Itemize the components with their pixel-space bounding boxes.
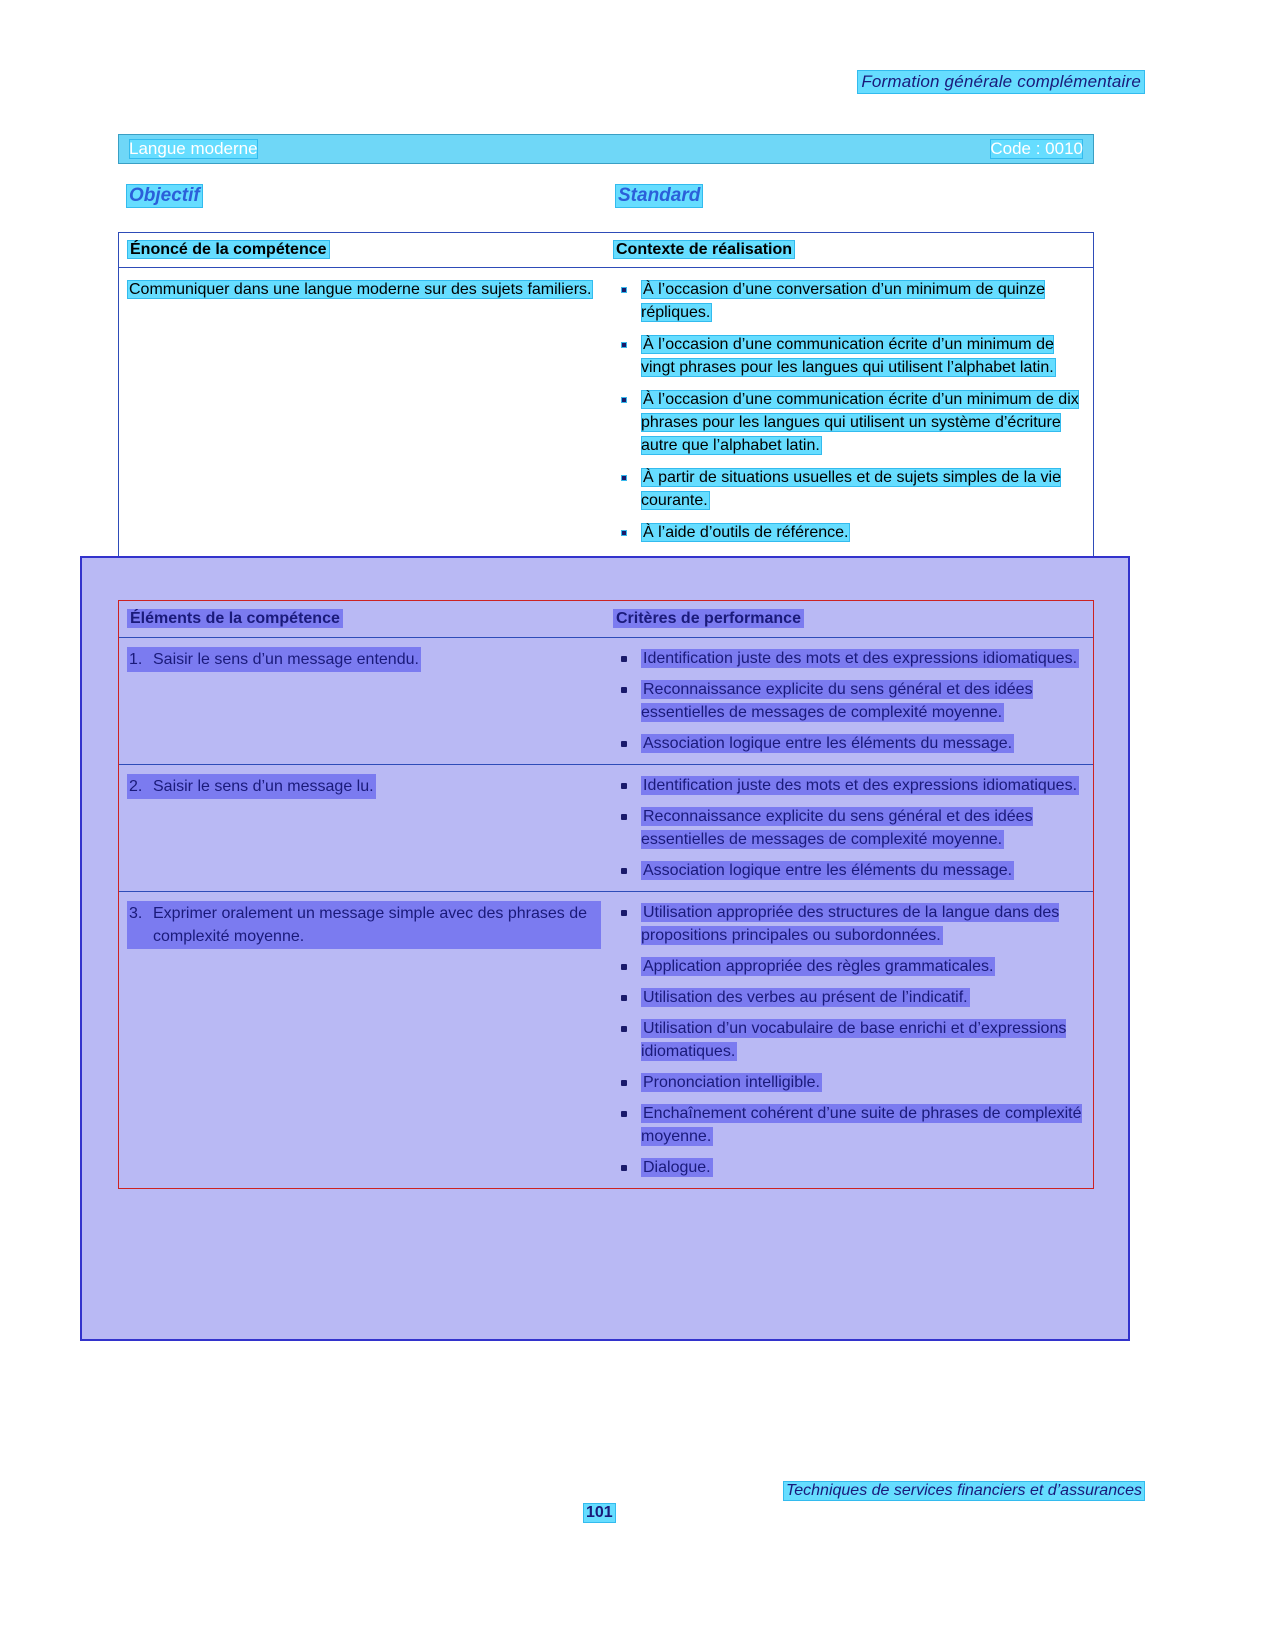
criteria-list <box>613 647 1085 755</box>
criteria-cell <box>609 765 1093 891</box>
element-cell <box>119 765 609 891</box>
course-code: Code : 0010 <box>990 139 1083 158</box>
list-item <box>613 1102 1085 1148</box>
competence-header-col2-text: Contexte de réalisation <box>613 240 795 259</box>
list-item <box>613 732 1085 755</box>
bullet-icon <box>621 287 627 293</box>
elements-table <box>118 600 1094 1189</box>
objectif-standard-row <box>118 184 1094 210</box>
criteria-item-text: Enchaînement cohérent d’une suite de phrases de complexité moyenne. <box>641 1105 1082 1145</box>
elements-header-col2-text: Critères de performance <box>613 609 804 628</box>
bullet-icon <box>621 783 627 789</box>
bullet-icon <box>621 475 627 481</box>
bullet-icon <box>621 397 627 403</box>
competence-context-cell <box>609 268 1093 582</box>
element-text: Saisir le sens d’un message entendu. <box>151 647 421 672</box>
list-item <box>613 678 1085 724</box>
element-line <box>127 901 601 949</box>
bullet-icon <box>621 995 627 1001</box>
table-row <box>119 765 1093 892</box>
criteria-item-text: Prononciation intelligible. <box>643 1074 820 1091</box>
list-item <box>613 278 1085 324</box>
element-text: Exprimer oralement un message simple avec des phrases de complexité moyenne. <box>151 901 601 949</box>
bullet-icon <box>621 1165 627 1171</box>
bullet-icon <box>621 1080 627 1086</box>
list-item <box>613 955 1085 978</box>
context-item-text: À partir de situations usuelles et de sujets simples de la vie courante. <box>641 469 1061 509</box>
element-number: 1. <box>127 647 151 672</box>
elements-header-col2 <box>609 610 1093 628</box>
competence-statement-cell <box>119 268 609 582</box>
element-line <box>127 647 601 672</box>
bullet-icon <box>621 910 627 916</box>
criteria-cell <box>609 892 1093 1188</box>
context-item-text: À l’occasion d’une communication écrite d’un minimum de dix phrases pour les langues qui utilisent un système d’écriture autre que l’alphabet latin. <box>641 391 1079 454</box>
competence-table <box>118 232 1094 583</box>
list-item <box>613 466 1085 512</box>
course-name: Langue moderne <box>129 139 258 158</box>
list-item <box>613 1156 1085 1179</box>
criteria-list <box>613 774 1085 882</box>
bullet-icon <box>621 1111 627 1117</box>
element-number: 2. <box>127 774 151 799</box>
standard-label: Standard <box>615 184 703 208</box>
table-row <box>119 892 1093 1188</box>
element-text: Saisir le sens d’un message lu. <box>151 774 376 799</box>
bullet-icon <box>621 656 627 662</box>
elements-header-col1 <box>119 610 609 628</box>
course-title-bar <box>118 134 1094 164</box>
footer-page-number: 101 <box>583 1503 616 1523</box>
criteria-item-text: Application appropriée des règles grammaticales. <box>643 958 994 975</box>
bullet-icon <box>621 868 627 874</box>
context-item-text: À l’occasion d’une conversation d’un minimum de quinze répliques. <box>641 281 1045 321</box>
footer-program: Techniques de services financiers et d’assurances <box>783 1481 1145 1501</box>
list-item <box>613 333 1085 379</box>
criteria-item-text: Association logique entre les éléments du message. <box>643 735 1013 752</box>
objectif-label: Objectif <box>126 184 203 208</box>
competence-table-body <box>119 268 1093 582</box>
competence-header-col1 <box>119 241 609 259</box>
list-item <box>613 521 1085 544</box>
bullet-icon <box>621 1026 627 1032</box>
competence-table-header <box>119 233 1093 268</box>
list-item <box>613 647 1085 670</box>
table-row <box>119 638 1093 765</box>
bullet-icon <box>621 530 627 536</box>
list-item <box>613 388 1085 457</box>
elements-table-header <box>119 601 1093 638</box>
criteria-item-text: Identification juste des mots et des expressions idiomatiques. <box>643 650 1078 667</box>
competence-header-col2 <box>609 241 1093 259</box>
list-item <box>613 805 1085 851</box>
element-cell <box>119 638 609 764</box>
elements-header-col1-text: Éléments de la compétence <box>127 609 343 628</box>
list-item <box>613 1017 1085 1063</box>
list-item <box>613 774 1085 797</box>
context-item-text: À l’occasion d’une communication écrite d’un minimum de vingt phrases pour les langues qui utilisent l’alphabet latin. <box>641 336 1054 376</box>
running-head: Formation générale complémentaire <box>857 70 1145 94</box>
bullet-icon <box>621 687 627 693</box>
context-item-text: À l’aide d’outils de référence. <box>643 524 849 541</box>
context-list <box>613 278 1085 544</box>
list-item <box>613 1071 1085 1094</box>
criteria-item-text: Association logique entre les éléments du message. <box>643 862 1013 879</box>
bullet-icon <box>621 814 627 820</box>
bullet-icon <box>621 741 627 747</box>
list-item <box>613 901 1085 947</box>
criteria-item-text: Utilisation des verbes au présent de l’indicatif. <box>643 989 968 1006</box>
criteria-item-text: Reconnaissance explicite du sens général et des idées essentielles de messages de complexité moyenne. <box>641 681 1033 721</box>
criteria-item-text: Utilisation d’un vocabulaire de base enrichi et d’expressions idiomatiques. <box>641 1020 1067 1060</box>
element-number: 3. <box>127 901 151 949</box>
element-cell <box>119 892 609 1188</box>
competence-statement: Communiquer dans une langue moderne sur des sujets familiers. <box>129 281 592 298</box>
criteria-cell <box>609 638 1093 764</box>
element-line <box>127 774 601 799</box>
criteria-item-text: Identification juste des mots et des expressions idiomatiques. <box>643 777 1078 794</box>
bullet-icon <box>621 342 627 348</box>
criteria-item-text: Reconnaissance explicite du sens général et des idées essentielles de messages de complexité moyenne. <box>641 808 1033 848</box>
criteria-item-text: Utilisation appropriée des structures de la langue dans des propositions principales ou subordonnées. <box>641 904 1060 944</box>
criteria-item-text: Dialogue. <box>643 1159 711 1176</box>
list-item <box>613 986 1085 1009</box>
criteria-list <box>613 901 1085 1179</box>
bullet-icon <box>621 964 627 970</box>
competence-header-col1-text: Énoncé de la compétence <box>127 240 330 259</box>
list-item <box>613 859 1085 882</box>
